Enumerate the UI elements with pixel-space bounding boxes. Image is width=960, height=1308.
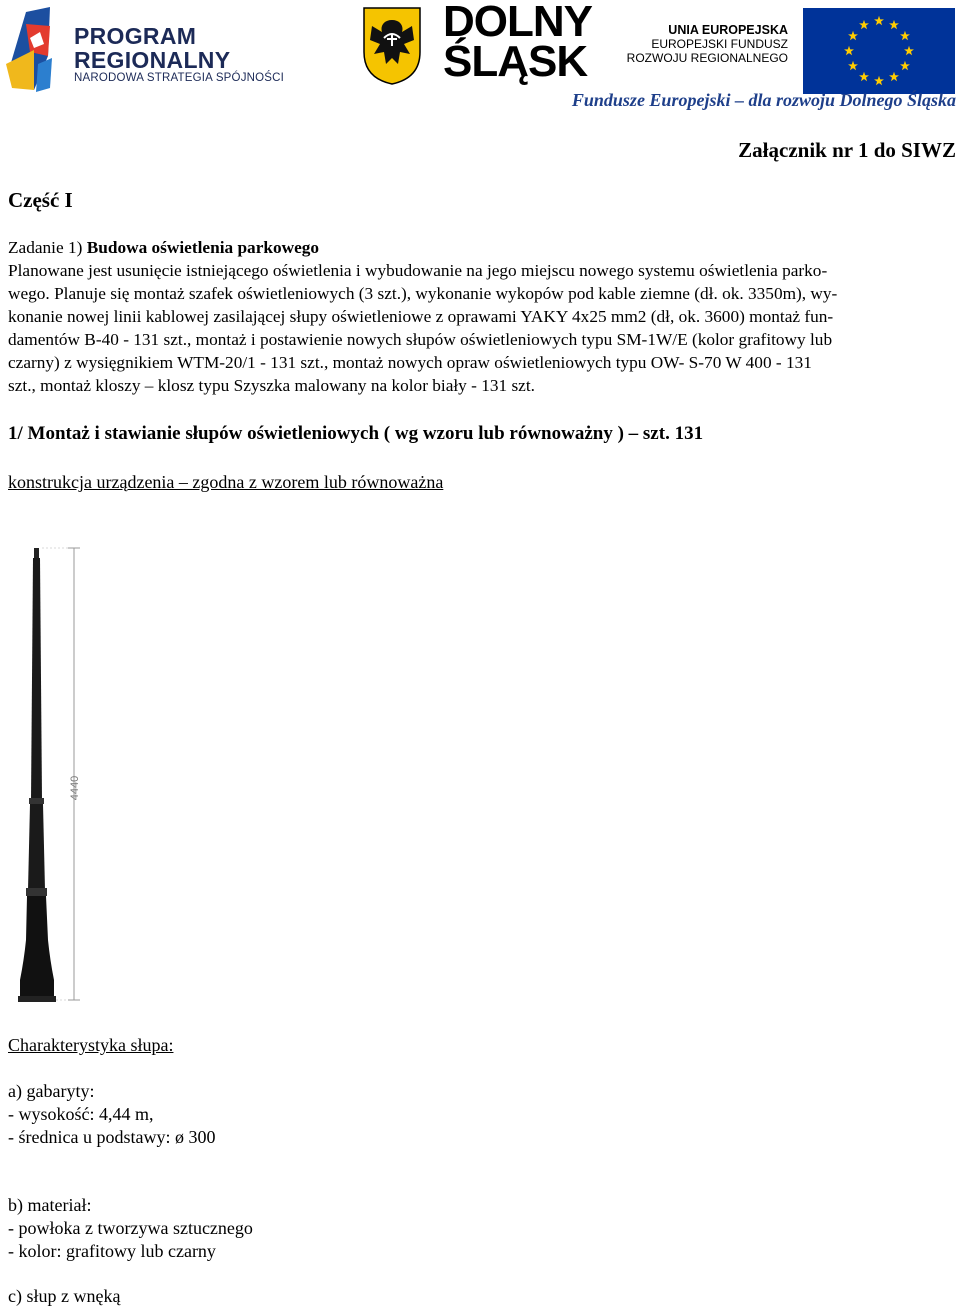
task-heading	[8, 236, 956, 259]
pole-collar	[26, 888, 47, 896]
pole-upper-shaft	[31, 558, 42, 800]
task-description	[8, 236, 956, 397]
task-title: Budowa oświetlenia parkowego	[86, 238, 320, 257]
construction-note: konstrukcja urządzenia – zgodna z wzorem lub równoważna	[8, 472, 444, 492]
lamp-pole-figure	[14, 540, 134, 1010]
section1-title: 1/ Montaż i stawianie słupów oświetleniowych ( wg wzoru lub równoważny ) – szt. 131	[8, 423, 704, 444]
dimension-label: 4440	[69, 775, 81, 801]
eu-text-line1: UNIA EUROPEJSKA	[668, 23, 788, 37]
part-title: Część I	[8, 188, 73, 212]
characteristics-title: Charakterystyka słupa:	[8, 1035, 174, 1055]
paragraph-line: Planowane jest usunięcie istniejącego oświetlenia i wybudowanie na jego miejscu nowego systemu oświetlenia parko-	[8, 261, 828, 280]
task-label: Zadanie 1)	[8, 238, 83, 257]
pole-foot	[18, 996, 56, 1002]
annex-title: Załącznik nr 1 do SIWZ	[738, 138, 956, 162]
eu-flag-icon	[803, 8, 955, 94]
paragraph-line: czarny) z wysięgnikiem WTM-20/1 - 131 szt., montaż nowych opraw oświetleniowych typu OW- S-70 W 400 - 131	[8, 353, 812, 372]
pole-base	[20, 896, 54, 998]
char-a-item: - średnica u podstawy: ø 300	[8, 1127, 216, 1147]
paragraph-line: konanie nowej linii kablowej zasilającej słupy oświetleniowe z oprawami YAKY 4x25 mm2 (dł, ok. 3600) montaż fun-	[8, 307, 834, 326]
program-logo-line3: NARODOWA STRATEGIA SPÓJNOŚCI	[74, 72, 285, 84]
program-logo-line1: PROGRAM	[74, 23, 197, 49]
eu-text-line3: ROZWOJU REGIONALNEGO	[626, 51, 788, 65]
program-logo-line2: REGIONALNY	[74, 47, 231, 73]
paragraph-line: szt., montaż kloszy – klosz typu Szyszka malowany na kolor biały - 131 szt.	[8, 376, 535, 395]
paragraph-line: wego. Planuje się montaż szafek oświetleniowych (3 szt.), wykonanie wykopów pod kable ziemne (dł. ok. 3350m), wy-	[8, 284, 838, 303]
lower-silesia-crest-icon	[362, 6, 422, 86]
region-logo-line1: DOLNY	[443, 0, 592, 46]
char-b-item: - powłoka z tworzywa sztucznego	[8, 1218, 253, 1238]
char-a-heading: a) gabaryty:	[8, 1081, 95, 1101]
char-b-item: - kolor: grafitowy lub czarny	[8, 1241, 216, 1261]
pole-ring	[29, 798, 44, 804]
pole-finial	[34, 548, 39, 558]
paragraph-line: damentów B-40 - 131 szt., montaż i postawienie nowych słupów oświetleniowych typu SM-1W/E (kolor grafitowy lub	[8, 330, 833, 349]
char-c-heading: c) słup z wnęką	[8, 1286, 121, 1306]
char-a-item: - wysokość: 4,44 m,	[8, 1104, 154, 1124]
eu-text-line2: EUROPEJSKI FUNDUSZ	[651, 37, 788, 51]
pole-middle-shaft	[28, 804, 45, 890]
region-logo-line2: ŚLĄSK	[443, 37, 588, 86]
tagline: Fundusze Europejski – dla rozwoju Dolnego Śląska	[571, 90, 956, 110]
char-b-heading: b) materiał:	[8, 1195, 92, 1215]
